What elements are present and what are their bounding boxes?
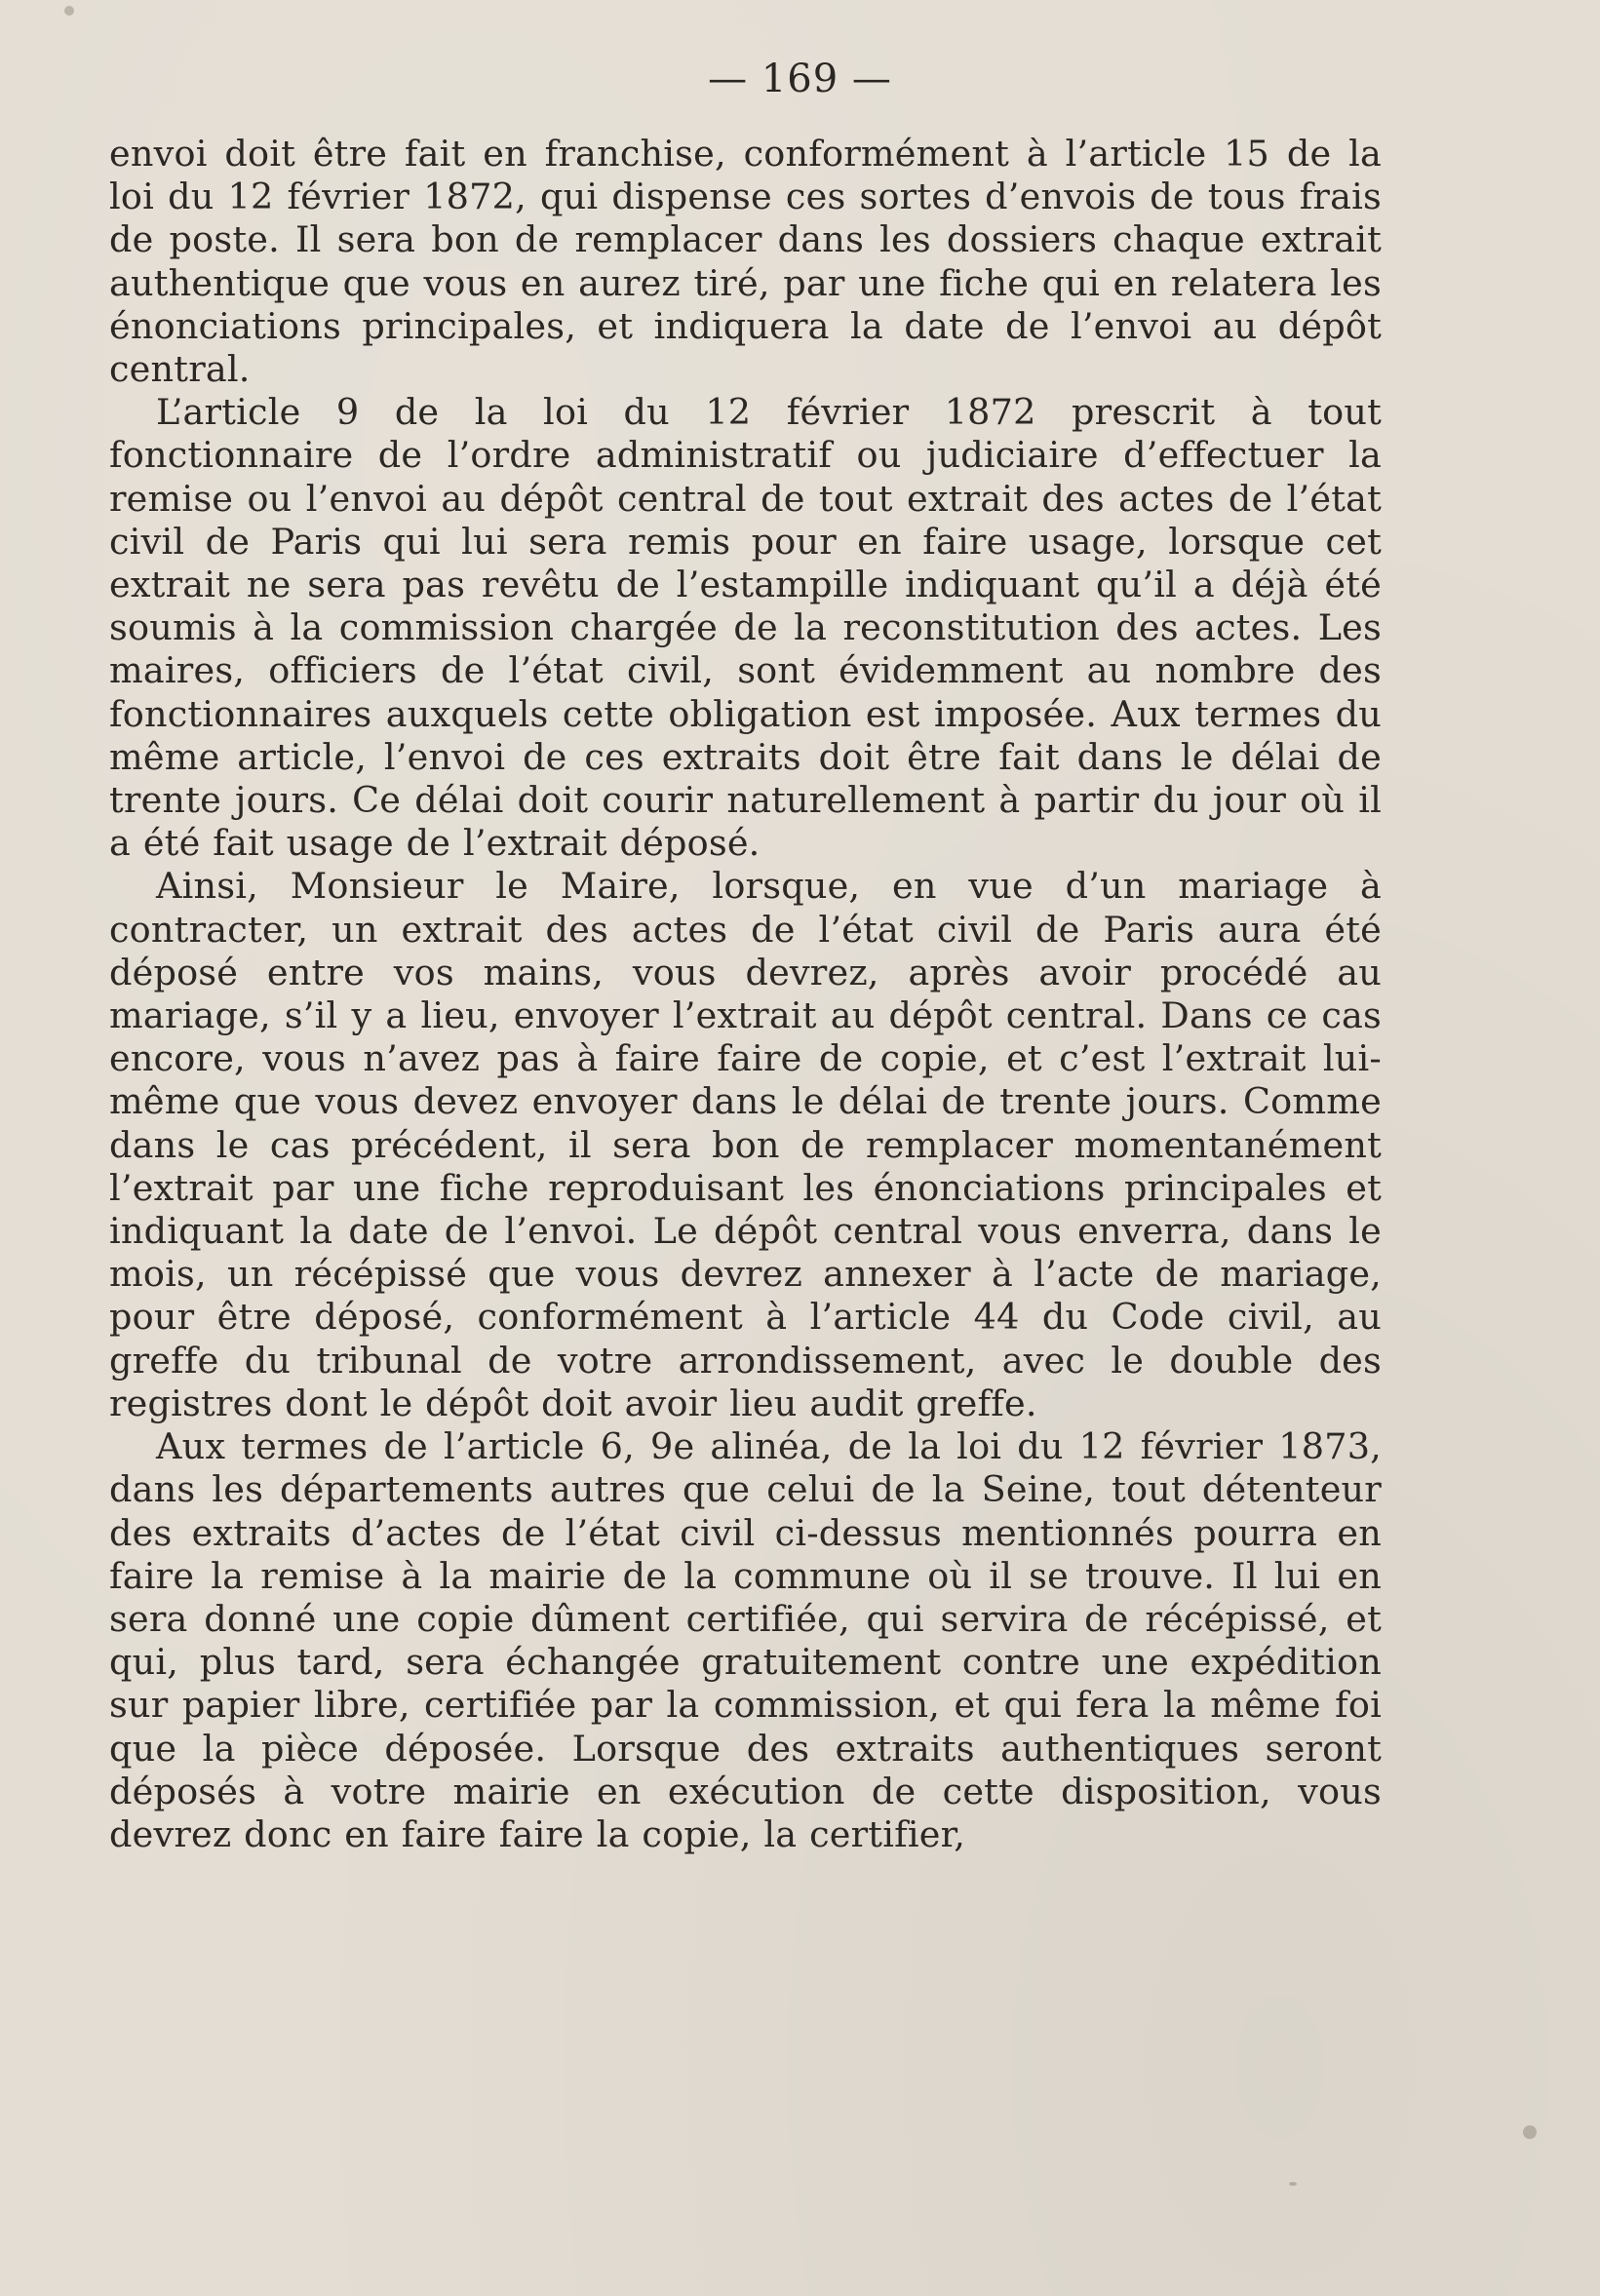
paragraph-4: Aux termes de l’article 6, 9e alinéa, de la loi du 12 février 1873, dans les départements autres que celui de la Seine, tout détenteur des extraits d’actes de l’état civil ci-dessus mentionnés pourra en faire la remise à la mairie de la commune où il se trouve. Il lui en sera donné une copie dûment certifiée, qui servira de récépissé, et qui, plus tard, sera échangée gratuitement contre une expédition sur papier libre, certifiée par la commission, et qui fera la même foi que la pièce déposée. Lorsque des extraits authentiques seront déposés à votre mairie en exécution de cette disposition, vous devrez donc en faire faire la copie, la certifier, xyxy=(109,1425,1382,1855)
paper-speck xyxy=(64,6,74,16)
paragraph-1: envoi doit être fait en franchise, conformément à l’article 15 de la loi du 12 février 1872, qui dispense ces sortes d’envois de tous frais de poste. Il sera bon de remplacer dans les dossiers chaque extrait authentique que vous en aurez tiré, par une fiche qui en relatera les énonciations principales, et indiquera la date de l’envoi au dépôt central. xyxy=(109,133,1382,391)
paper-speck xyxy=(1523,2125,1537,2139)
paper-speck xyxy=(1289,2182,1297,2186)
body-text xyxy=(109,133,1382,1856)
page-number: — 169 — xyxy=(708,57,892,101)
paragraph-2: L’article 9 de la loi du 12 février 1872 prescrit à tout fonctionnaire de l’ordre administratif ou judiciaire d’effectuer la remise ou l’envoi au dépôt central de tout extrait des actes de l’état civil de Paris qui lui sera remis pour en faire usage, lorsque cet extrait ne sera pas revêtu de l’estampille indiquant qu’il a déjà été soumis à la commission chargée de la reconstitution des actes. Les maires, officiers de l’état civil, sont évidemment au nombre des fonctionnaires auxquels cette obligation est imposée. Aux termes du même article, l’envoi de ces extraits doit être fait dans le délai de trente jours. Ce délai doit courir naturellement à partir du jour où il a été fait usage de l’extrait déposé. xyxy=(109,391,1382,865)
paragraph-3: Ainsi, Monsieur le Maire, lorsque, en vue d’un mariage à contracter, un extrait des actes de l’état civil de Paris aura été déposé entre vos mains, vous devrez, après avoir procédé au mariage, s’il y a lieu, envoyer l’extrait au dépôt central. Dans ce cas encore, vous n’avez pas à faire faire de copie, et c’est l’extrait lui-même que vous devez envoyer dans le délai de trente jours. Comme dans le cas précédent, il sera bon de remplacer momentanément l’extrait par une fiche reproduisant les énonciations principales et indiquant la date de l’envoi. Le dépôt central vous enverra, dans le mois, un récépissé que vous devrez annexer à l’acte de mariage, pour être déposé, conformément à l’article 44 du Code civil, au greffe du tribunal de votre arrondissement, avec le double des registres dont le dépôt doit avoir lieu audit greffe. xyxy=(109,865,1382,1424)
